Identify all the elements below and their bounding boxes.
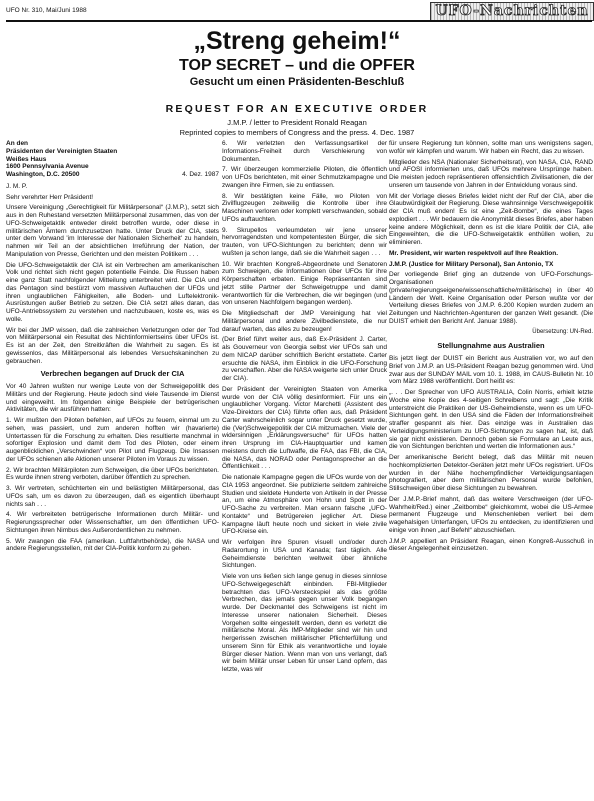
column-2 (222, 140, 387, 677)
address-line: Weißes Haus (6, 155, 47, 163)
paragraph: 9. Skrupellos verleumdeten wir jene unserer hervorragendsten und kompetentesten Bürger, die sich trauten, von UFO-Sichtungen zu berichten; denn wir wußten ja schon lange, daß sie die Wahrheit sagen . . . (222, 226, 387, 257)
reprint-note: Reprinted copies to members of Congress and the press. 4. Dec. 1987 (179, 128, 415, 137)
section-heading: Verbrechen begangen auf Druck der CIA (40, 369, 185, 379)
column-3 (389, 140, 593, 556)
paragraph: Der Präsident der Vereinigten Staaten von Amerika wurde von der CIA völlig desinformiert. Für uns ein unglaublicher Vorgang. Victor Marchetti (Assistent des Vize-Direktors der CIA) führte offen aus, daß Präsident Carter wahrscheinlich sogar unter Druck gesetzt wurde, die (Ver)Schweigepolitik der CIA mitzumachen. Viele der widersinnigen „Erklärungsversuche“ für UFOs hatten ihren Ursprung im CIA-Hauptquartier und kamen meistens durch die Luftwaffe, die FAA, das FBI, die CIA, die NASA, das NORAD oder Pentagonsprecher an die Öffentlichkeit . . . (222, 385, 387, 471)
salutation: J. M. P. (6, 182, 28, 190)
paragraph: Der vorliegende Brief ging an dutzende von UFO-Forschungs-Organisationen (private/regierungseigene/wissenschaftliche/militärische) in über 40 Ländern der Welt. Keine Organisation oder Person wußte vor der Verteilung dieses Briefes von J.M.P. 6.200 Kopien wurden zudem an Zeitungen und Nachrichten-Agenturen der ganzen Welt gesandt. (Die DUIST erhielt den Bericht Anf. Januar 1988). (389, 271, 593, 325)
paragraph: Der J.M.P.-Brief mahnt, daß das weitere Verschweigen (der UFO-Wahrheit/Red.) einer „Zeitbombe“ gleichkommt, wobei die US-Armee permanent Flugzeuge und Menschenleben verliert bei dem wagehalsigen Unterfangen, UFOs zu entdecken, zu identifizieren und einige von ihnen „auf Befehl“ abzuschießen. (389, 495, 593, 534)
closing-line: Mr. President, wir warten respektvoll auf Ihre Reaktion. (389, 249, 559, 257)
translation-credit: Übersetzung: UN-Red. (532, 328, 593, 335)
header-rule (6, 20, 592, 22)
address-city: Washington, D.C. 20500 (6, 171, 80, 178)
paragraph: 7. Wir überzeugen kommerzielle Piloten, die öffentlich von UFOs berichteten, mit einer Schmutzkampagne und zwangen ihre Firmen, sie zu entlassen. (222, 166, 387, 189)
paragraph: 1. Wir mußten den Piloten befehlen, auf UFOs zu feuern, einmal um zu sehen, was passiert, und zum anderen hofften wir (havarierte) Untertassen für die Forschung zu erhalten. Dies resultierte manchmal in sofortiger Explosion und damit dem Tod des Piloten, oder einem augenblicklichen „Verschwinden“ von Pilot und Flugzeug. Die Insassen der UFOs schienen alle Aktionen unserer Piloten im Voraus zu wissen. (6, 417, 219, 463)
paragraph: Der amerikanische Bericht belegt, daß das Militär mit neuen hochkomplizierten Detektor-Geräten jetzt mehr UFOs registriert. UFOs wurden in der Nähe hochempfindlicher Verteidigungsanlagen photografiert, aber dem militärischen Personal wurde befohlen, Stillschweigen über diese Sichtungen zu bewahren. (389, 454, 593, 492)
headline-subtitle: TOP SECRET – und die OPFER (179, 57, 415, 74)
paragraph: 6. Wir verletzten den Verfassungsartikel der Informations-Freiheit durch Verschleierung von Dokumenten. (222, 140, 387, 163)
address-line: 1600 Pennsylvania Avenue (6, 163, 89, 171)
paragraph: J.M.P. appelliert an Präsident Reagan, einen Kongreß-Ausschuß in dieser Angelegenheit einzusetzen. (389, 537, 593, 553)
paragraph: Die UFO-Schweigetaktik der CIA ist ein Verbrechen am amerikanischen Volk und richtet sich nicht gegen potentielle Feinde. Die Russen haben eine ganz Statt nachfolgender Mitteilung unterbreitet wird. Die CIA und das Pentagon sind bestürzt vom massiven Auftauchen der UFOs und ihren unglaublichen Fähigkeiten, alle Boden- und Luftelektronik-Ausrüstungen außer Betrieb zu setzen. Die CIA setzt alles daran, das UFO-Antriebssystem zu verstehen und nachzubauen, koste es, was es wolle. (6, 261, 219, 323)
headline-subtitle-2: Gesucht um einen Präsidenten-Beschluß (189, 76, 405, 88)
paragraph: Die nationale Kampagne gegen die UFOs wurde von der CIA 1953 angeordnet. Sie publizierte seitdem zahlreiche Studien und sieldete Hunderte von Artikeln in der Presse an, um eine Atmosphäre von Hohn und Spott in der UFO-Sache zu verbreiten. Man ersann falsche „UFO-Kontakte“ und Betrügereien jeglicher Art. Diese Kampagne läuft heute noch und sickert in viele zivile UFO-Kreise ein. (222, 474, 387, 536)
paragraph: Mit der Vorlage dieses Briefes leidet nicht der Ruf der CIA, aber die Glaubwürdigkeit der Regierung. Diese wahnsinnige Verschweigepolitik der CIA muß enden! Es ist eine „Zeit-Bombe“, die eines Tages explodiert . . . Wir bedauern die Anonymität dieses Briefes, aber haben keine andere Möglichkeit, denn es ist die klare Politik der CIA, alle Eingeweihten, die die UFO-Schweigetaktik enthüllen wollen, zu eliminieren. (389, 192, 593, 246)
paragraph: 5. Wir zwangen die FAA (amerikan. Luftfahrtbehörde), die NASA und andere Regierungsstellen, mit der CIA-Politik konform zu gehen. (6, 537, 219, 553)
paragraph: Wir bei der JMP wissen, daß die zahlreichen Verletzungen oder der Tod von Militärpersonal ein Resultat des Nichtinformiertseins über UFOs ist. Es ist an der Zeit, den Streitkräften die Wahrheit zu sagen. Es ist gewissenlos, das Militärpersonal als lebendes Versuchskaninchen zu gebrauchen. (6, 326, 219, 365)
paragraph: Wir verfolgen ihre Spuren visuell und/oder durch Radarortung in USA und Kanada; fast täglich. Alle Geheimdienste berichten weltweit über ähnliche Sichtungen. (222, 539, 387, 570)
ufo-nachrichten-logo: UFO-Nachrichten (430, 2, 594, 21)
paragraph: „. . . Der Sprecher von UFO AUSTRALIA, Colin Norris, erhielt letzte Woche eine Kopie des 4-seitigen Schreibens und sagt: „Die Kritik unterstreicht die Praktiken der US-Geheimdienste, wenn es um UFO-Sichtungen geht. In den USA sind die Fäden der Informationsfreiheit straffer gespannt als hier. Das einzige was in Australien das Verteidigungsministerium zu UFO-Sichtungen zu sagen hat, ist, daß sie gar nicht existieren. Dennoch geben sie Formulare an Leute aus, die von Sichtungen berichten und werten die Informationen aus.“ (389, 389, 593, 451)
headline-title: „Streng geheim!“ (193, 27, 401, 55)
greeting: Sehr verehrter Herr Präsident! (6, 193, 94, 201)
signature: J.M.P. (Justice for Military Personal), San Antonio, TX (389, 260, 554, 268)
paragraph: (Der Brief führt weiter aus, daß Ex-Präsident J. Carter, als Gouverneur von Georgia selbst vier UFOs sah und dem NICAP darüber schriftlich Bericht erstattete. Carter ersuchte die NASA, ihm Einblick in die UFO-Forschung zu verschaffen. Aber die NASA weigerte sich unter Druck der CIA). (222, 336, 387, 382)
paragraph: für unsere Regierung tun können, sollte man uns wenigstens sagen, wofür wir kämpfen und warum. Wir haben ein Recht, das zu wissen. (389, 140, 593, 155)
address-line: Präsidenten der Vereinigten Staaten (6, 147, 118, 155)
section-heading: Stellungnahme aus Australien (437, 341, 545, 351)
address-line (6, 171, 219, 179)
paragraph: Die Mitgliedschaft der JMP Vereinigung hat viel Militärpersonal und andere Zivilbedienstete, die nur darauf warten, das alles zu bezeugen! (222, 310, 387, 333)
issue-label: UFO Nr. 310, Mai/Juni 1988 (6, 7, 87, 14)
paragraph: 10. Wir brachten Kongreß-Abgeordnete und Senatoren zum Schweigen, die Informationen über UFOs für ihre Körperschaften erbaten. Einige Repräsentanten sind jetzt stille Partner der Schweigetruppe und damit verantwortlich für die Verbrechen, die wir begingen (und von unseren Nachfolgern begangen werden). (222, 260, 387, 307)
letter-date: 4. Dez. 1987 (182, 171, 219, 178)
paragraph: Bis jetzt liegt der DUIST ein Bericht aus Australien vor, wo auf den Brief von J.M.P. an US-Präsident Reagan bezug genommen wird. Und zwar aus der SUNDAY MAIL vom 10. 1. 1988, im CAUS-Bulletin Nr. 10 vom März 1988 veröffentlicht. Dort heißt es: (389, 355, 593, 386)
request-heading: REQUEST FOR AN EXECUTIVE ORDER (165, 103, 429, 115)
address-block (6, 140, 219, 179)
paragraph: Vor 40 Jahren wußten nur wenige Leute von der Schweigepolitik des Militärs und der Regierung. Heute jedoch sind viele Tausende im Dienst und eingeweiht. Im folgenden einige Beispiele der betrügerischen Aktivitäten, die wir ausführen hatten: (6, 383, 219, 414)
paragraph: Viele von uns ließen sich lange genug in dieses sinnlose UFO-Schweigegeschäft einbinden. FBI-Mitglieder betrachten das UFO-Versteckspiel als das größte Verbrechen, das jemals gegen unser Volk begangen wurde. Der Deckmantel des Schweigens ist nicht im Interesse unserer nationalen Sicherheit. Dieses Vorgehen sollte eingestellt werden, denn es verletzt die militärische Moral. Als IMP-Mitglieder sind wir hin und hergerissen zwischen militärischer Pflichterfüllung und unserem Sinn für Ethik als verantwortliche und loyale Bürger dieser Nation. Wenn man von uns verlangt, daß wir beim Militär unser Leben für unser Land opfern, das letzte, was wir (222, 573, 387, 673)
paragraph: Unsere Vereinigung „Gerechtigkeit für Militärpersonal“ (J.M.P.), setzt sich aus in den Ruhestand versetzten Militärpersonal zusammen, das von der UFO-Schweigetaktik entweder direkt betroffen wurde, oder diese in militärischen Ämtern durchzusetzen hatte. Unter Druck der CIA, stets unter dem Vorwand 'im Interesse der Nationalen Sicherheit' zu handeln, nahmen wir Teil an der absichtlichen Irreführung der Nation, der Manipulation von Presse, Gerichten und den meisten Politikern . . . (6, 204, 219, 258)
address-line: An den (6, 140, 29, 147)
paragraph: 2. Wir brachten Militärpiloten zum Schweigen, die über UFOs berichteten. Es wurde ihnen streng verboten, darüber öffentlich zu sprechen. (6, 466, 219, 482)
column-1 (6, 140, 219, 556)
paragraph: 8. Wir bestätigten keine Fälle, wo Piloten von Zivilflugzeugen zeitweilig die Kontrolle über ihre Maschinen verloren oder komplett verschwanden, sobald UFOs auftauchten. (222, 192, 387, 223)
paragraph: Mitglieder des NSA (Nationaler Sicherheitsrat), von NASA, CIA, RAND und AFOSI informierten uns, daß UFOs mehrere Ursprünge haben. Die meisten jedoch repräsentieren offensichtlich Zivilisationen, die der unseren um tausende von Jahren in der Entwicklung voraus sind. (389, 158, 593, 189)
request-byline: J.M.P. / letter to President Ronald Reagan (227, 118, 367, 127)
paragraph: 4. Wir verbreiteten betrügerische Informationen durch Militär- und Regierungssprecher oder Wissenschaftler, um den öffentlichen UFO-Sichtungen ihren Nimbus des Außerordentlichen zu nehmen. (6, 511, 219, 534)
paragraph: 3. Wir vertreten, schüchterten ein und belästigten Militärpersonal, das UFOs sah, um es davon zu überzeugen, daß es eigentlich überhaupt nichts sah . . . (6, 485, 219, 508)
